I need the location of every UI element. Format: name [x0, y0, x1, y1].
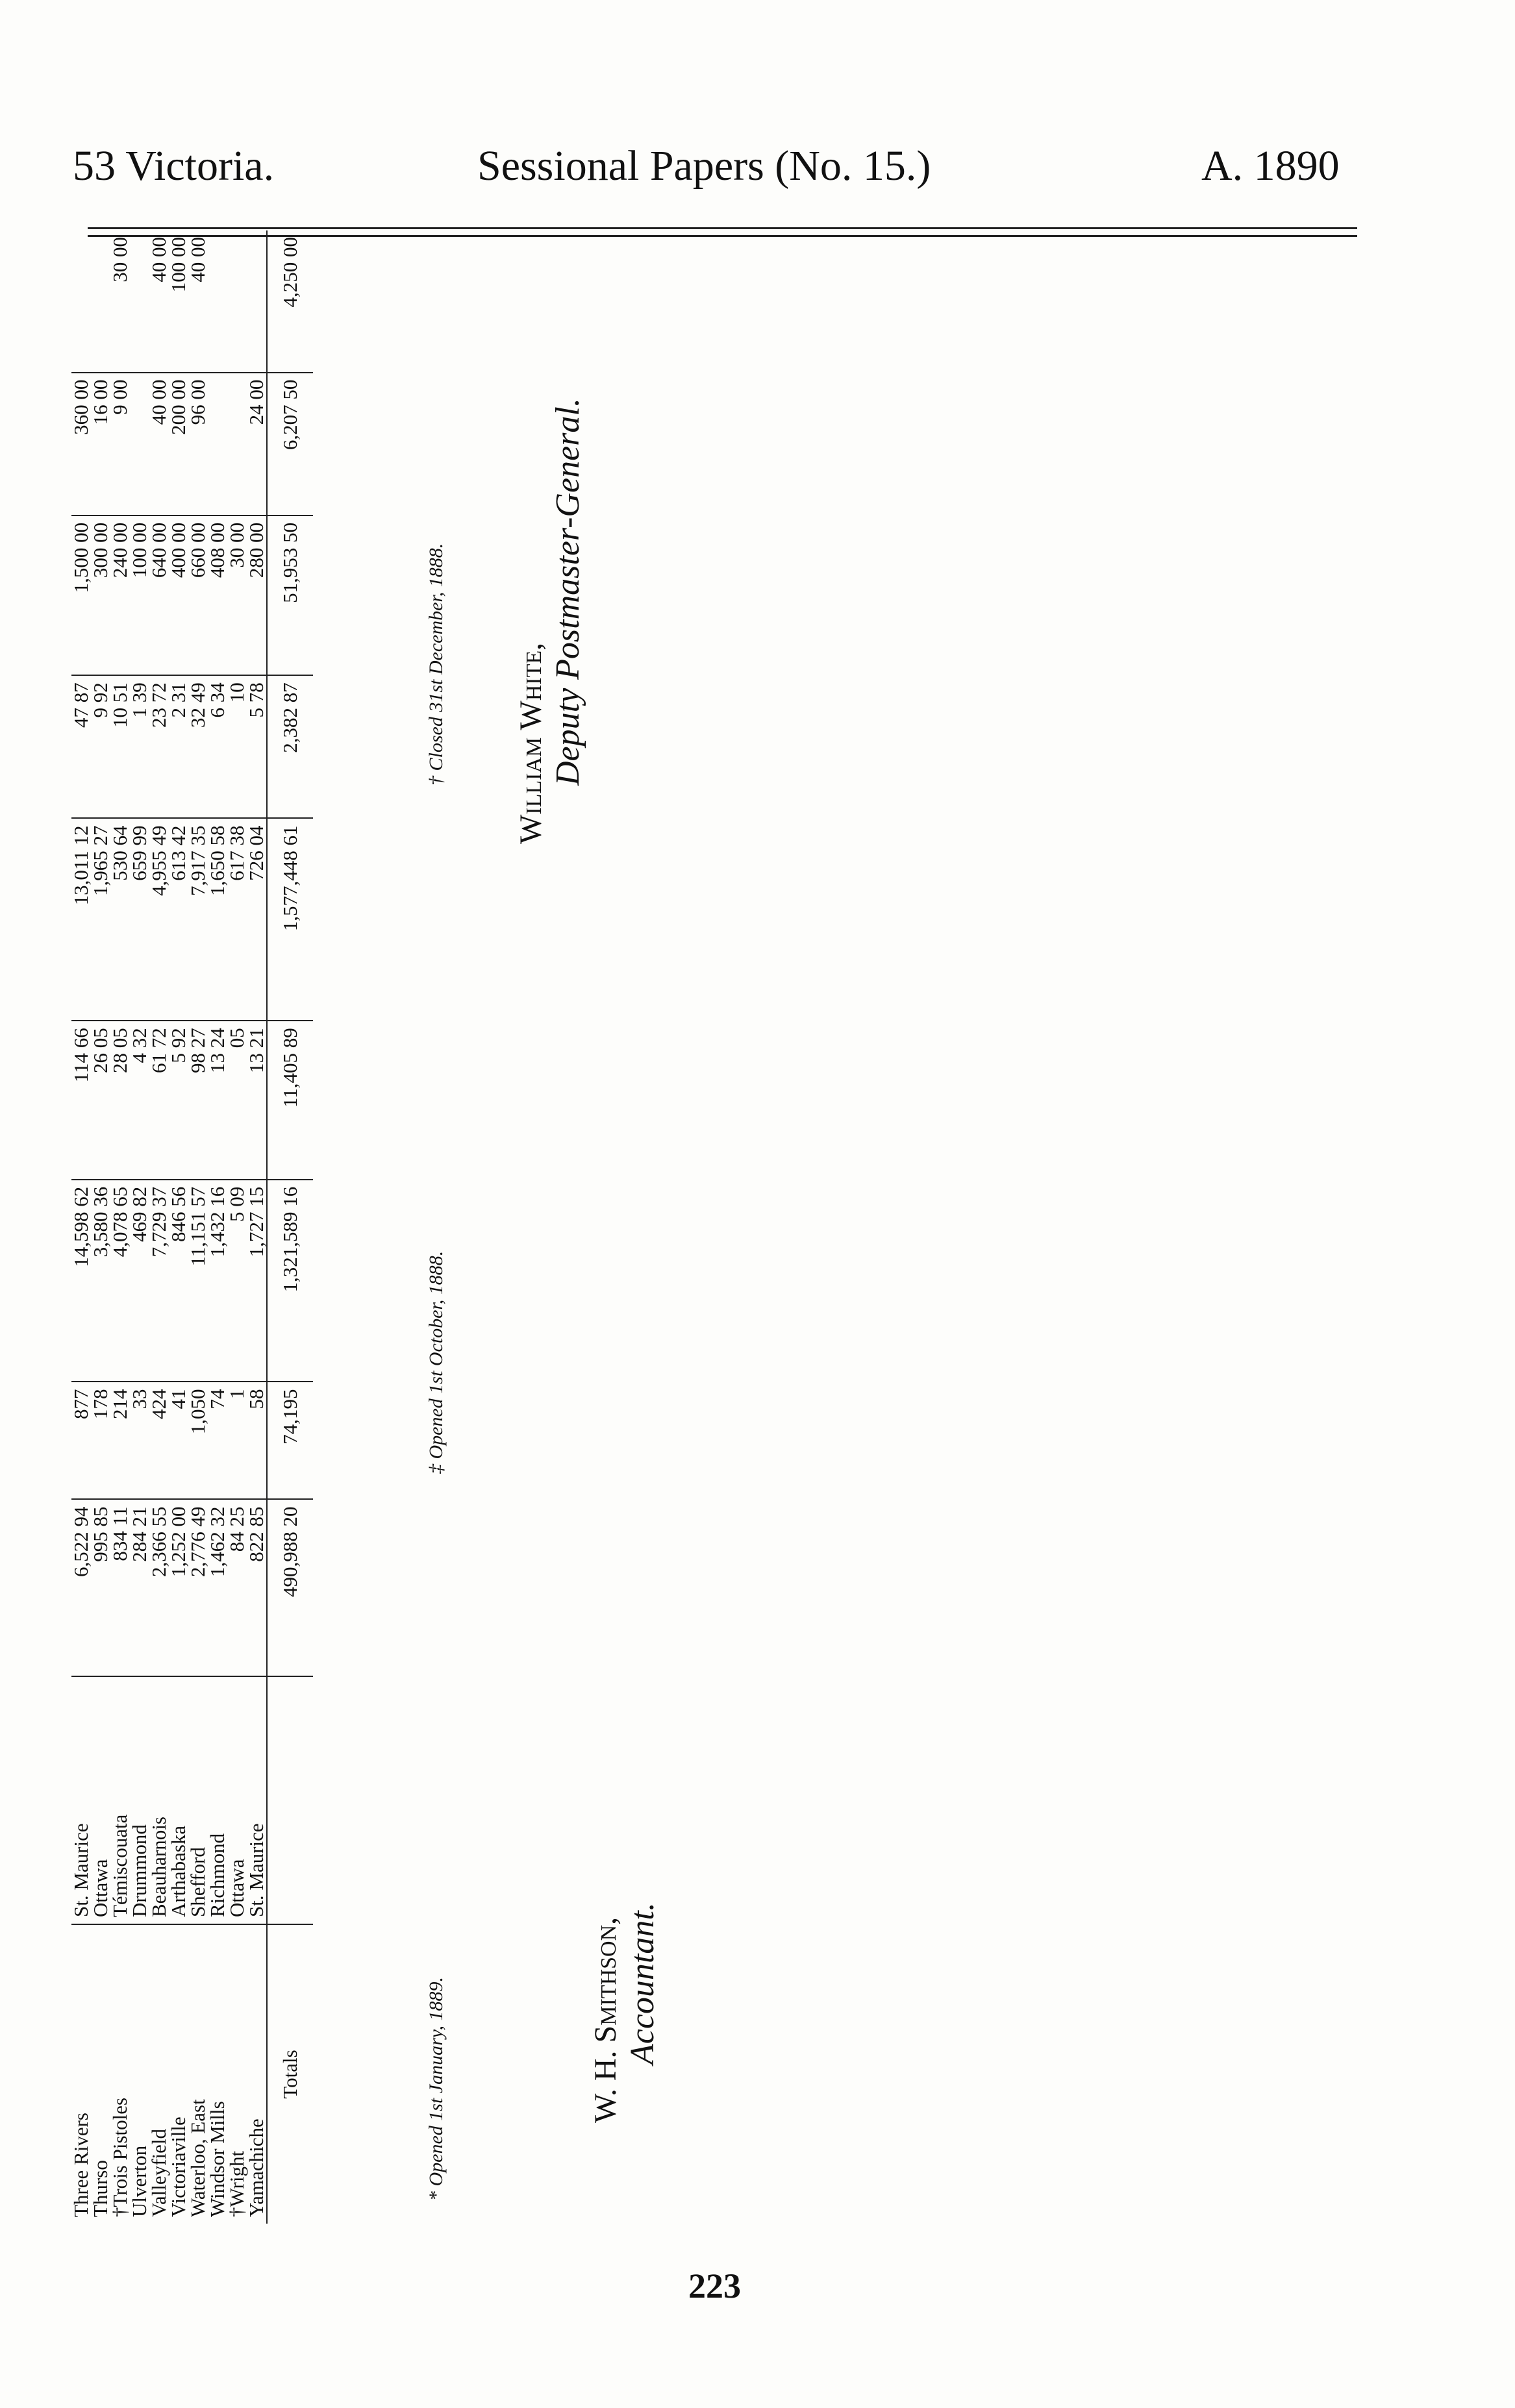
table-row — [208, 230, 227, 2224]
footnote-opened-oct: ‡ Opened 1st October, 1888. — [425, 1250, 447, 1474]
value-cell: 16 00 — [91, 373, 110, 515]
header-left: 53 Victoria. — [73, 142, 275, 190]
value-cell — [227, 373, 247, 515]
header-right: A. 1890 — [1201, 142, 1340, 190]
value-cell: 2,366 55 — [149, 1499, 169, 1676]
totals-cell: 11,405 89 — [267, 1021, 313, 1179]
table-row — [71, 230, 91, 2224]
office-name: Thurso — [91, 1924, 110, 2224]
value-cell: 100 00 — [167, 237, 190, 293]
value-cell: 33 — [130, 1382, 149, 1499]
value-cell: 640 00 — [149, 515, 169, 675]
value-cell: 660 00 — [188, 515, 208, 675]
value-cell: 1 39 — [130, 675, 149, 818]
signature-deputy — [513, 398, 587, 844]
value-cell: 280 00 — [247, 515, 267, 675]
value-cell: 469 82 — [130, 1180, 149, 1382]
value-cell: 1,432 16 — [208, 1180, 227, 1382]
totals-cell: 2,382 87 — [267, 675, 313, 818]
value-cell: 1,727 15 — [247, 1180, 267, 1382]
totals-cell: 4,250 00 — [267, 230, 313, 373]
value-cell: 300 00 — [91, 515, 110, 675]
value-cell: 617 38 — [227, 818, 247, 1021]
district-name: Shefford — [188, 1676, 208, 1924]
district-name: St. Maurice — [247, 1676, 267, 1924]
totals-cell: 1,577,448 61 — [267, 818, 313, 1021]
table-row — [91, 230, 110, 2224]
value-cell: 400 00 — [169, 515, 188, 675]
table-row — [149, 230, 169, 2224]
value-cell — [91, 230, 110, 373]
value-cell: 4,955 49 — [149, 818, 169, 1021]
value-cell: 41 — [169, 1382, 188, 1499]
value-cell: 2 31 — [169, 675, 188, 818]
table-row — [188, 230, 208, 2224]
value-cell: 11,151 57 — [188, 1180, 208, 1382]
value-cell: 726 04 — [247, 818, 267, 1021]
value-cell: 877 — [71, 1382, 91, 1499]
value-cell: 2,776 49 — [188, 1499, 208, 1676]
value-cell: 84 25 — [227, 1499, 247, 1676]
value-cell: 1,965 27 — [91, 818, 110, 1021]
post-office-table — [71, 230, 313, 2224]
page-number: 223 — [688, 2266, 741, 2305]
office-name: Windsor Mills — [208, 1924, 227, 2224]
signature-accountant — [588, 1902, 662, 2123]
value-cell: 613 42 — [169, 818, 188, 1021]
value-cell — [71, 230, 91, 373]
value-cell: 74 — [208, 1382, 227, 1499]
value-cell: 40 00 — [186, 237, 209, 282]
value-cell: 178 — [91, 1382, 110, 1499]
table-row — [169, 230, 188, 2224]
value-cell: 6 34 — [208, 675, 227, 818]
value-cell: 100 00 — [130, 515, 149, 675]
value-cell: 408 00 — [208, 515, 227, 675]
value-cell: 40 00 — [149, 373, 169, 515]
table-row — [130, 230, 149, 2224]
district-name: Témiscouata — [110, 1676, 130, 1924]
office-name: Victoriaville — [169, 1924, 188, 2224]
totals-cell: 74,195 — [267, 1382, 313, 1499]
totals-cell: 51,953 50 — [267, 515, 313, 675]
accountant-title: Accountant. — [624, 1902, 661, 2065]
deputy-name: William White, — [514, 642, 548, 844]
value-cell: 9 00 — [110, 373, 130, 515]
office-name: Three Rivers — [71, 1924, 91, 2224]
value-cell: 1,500 00 — [71, 515, 91, 675]
value-cell: 1,050 — [188, 1382, 208, 1499]
district-name: St. Maurice — [71, 1676, 91, 1924]
value-cell: 1,462 32 — [208, 1499, 227, 1676]
totals-row — [267, 230, 313, 2224]
value-cell: 834 11 — [110, 1499, 130, 1676]
header-center: Sessional Papers (No. 15.) — [477, 142, 931, 190]
value-cell: 5 78 — [247, 675, 267, 818]
value-cell: 7,917 35 — [188, 818, 208, 1021]
value-cell — [130, 230, 149, 373]
value-cell: 13 21 — [247, 1021, 267, 1179]
value-cell: 61 72 — [149, 1021, 169, 1179]
office-name: Valleyfield — [149, 1924, 169, 2224]
totals-label: Totals — [267, 1924, 313, 2224]
table-row — [110, 230, 130, 2224]
deputy-title: Deputy Postmaster-General. — [549, 398, 586, 786]
footnote-opened-jan: * Opened 1st January, 1889. — [425, 1977, 447, 2201]
value-cell: 96 00 — [188, 373, 208, 515]
value-cell: 10 — [227, 675, 247, 818]
value-cell: 9 92 — [91, 675, 110, 818]
value-cell: 30 00 — [227, 515, 247, 675]
value-cell — [208, 373, 227, 515]
value-cell: 98 27 — [188, 1021, 208, 1179]
value-cell: 4,078 65 — [110, 1180, 130, 1382]
office-name: †Trois Pistoles — [110, 1924, 130, 2224]
value-cell: 40 00 — [147, 237, 170, 282]
value-cell: 822 85 — [247, 1499, 267, 1676]
value-cell: 200 00 — [169, 373, 188, 515]
value-cell: 4 32 — [130, 1021, 149, 1179]
district-name: Ottawa — [91, 1676, 110, 1924]
value-cell: 284 21 — [130, 1499, 149, 1676]
footnote-closed-dec: † Closed 31st December, 1888. — [425, 543, 447, 786]
value-cell: 1,252 00 — [169, 1499, 188, 1676]
value-cell: 58 — [247, 1382, 267, 1499]
value-cell: 24 00 — [247, 373, 267, 515]
value-cell: 214 — [110, 1382, 130, 1499]
value-cell: 240 00 — [110, 515, 130, 675]
value-cell: 47 87 — [71, 675, 91, 818]
office-name: Waterloo, East — [188, 1924, 208, 2224]
accountant-name: W. H. Smithson, — [588, 1917, 623, 2123]
office-name: Yamachiche — [247, 1924, 267, 2224]
totals-cell: 1,321,589 16 — [267, 1180, 313, 1382]
value-cell: 32 49 — [188, 675, 208, 818]
value-cell: 28 05 — [110, 1021, 130, 1179]
value-cell: 26 05 — [91, 1021, 110, 1179]
value-cell — [130, 373, 149, 515]
value-cell: 13 24 — [208, 1021, 227, 1179]
value-cell: 424 — [149, 1382, 169, 1499]
table-row — [227, 230, 247, 2224]
totals-cell: 490,988 20 — [267, 1499, 313, 1676]
district-name: Beauharnois — [149, 1676, 169, 1924]
totals-cell: 6,207 50 — [267, 373, 313, 515]
district-name: Ottawa — [227, 1676, 247, 1924]
value-cell — [247, 230, 267, 373]
value-cell: 5 92 — [169, 1021, 188, 1179]
rotated-table — [71, 230, 409, 2224]
value-cell: 05 — [227, 1021, 247, 1179]
value-cell: 659 99 — [130, 818, 149, 1021]
district-name: Richmond — [208, 1676, 227, 1924]
table-row — [247, 230, 267, 2224]
office-name: Ulverton — [130, 1924, 149, 2224]
district-name: Drummond — [130, 1676, 149, 1924]
value-cell: 23 72 — [149, 675, 169, 818]
value-cell: 6,522 94 — [71, 1499, 91, 1676]
value-cell: 1 — [227, 1382, 247, 1499]
header-rule — [88, 227, 1357, 229]
value-cell — [227, 230, 247, 373]
totals-empty — [267, 1676, 313, 1924]
value-cell: 10 51 — [110, 675, 130, 818]
value-cell: 1,650 58 — [208, 818, 227, 1021]
value-cell: 360 00 — [71, 373, 91, 515]
value-cell: 30 00 — [108, 237, 131, 282]
value-cell: 114 66 — [71, 1021, 91, 1179]
office-name: †Wright — [227, 1924, 247, 2224]
district-name: Arthabaska — [169, 1676, 188, 1924]
value-cell: 995 85 — [91, 1499, 110, 1676]
value-cell: 530 64 — [110, 818, 130, 1021]
value-cell — [208, 230, 227, 373]
value-cell: 14,598 62 — [71, 1180, 91, 1382]
value-cell: 13,011 12 — [71, 818, 91, 1021]
value-cell: 5 09 — [227, 1180, 247, 1382]
value-cell: 846 56 — [169, 1180, 188, 1382]
value-cell: 7,729 37 — [149, 1180, 169, 1382]
value-cell: 3,580 36 — [91, 1180, 110, 1382]
